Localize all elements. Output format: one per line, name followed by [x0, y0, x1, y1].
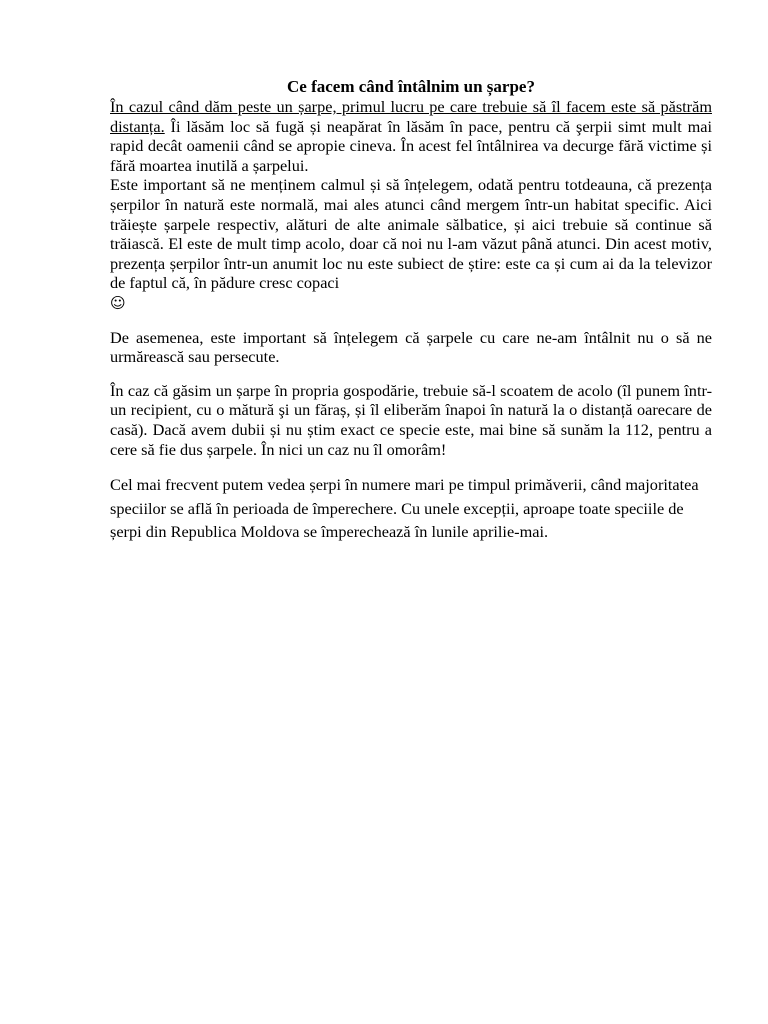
- paragraph-2-text: Este important să ne menținem calmul și să înțelegem, odată pentru totdeauna, că prezența șerpilor în natură este normală, mai ales atunci când mergem într-un habitat specific. Aici trăiește șarpele respectiv, alături de alte animale sălbatice, și aici trebuie să continue să trăiască. El este de mult timp acolo, doar că noi nu l-am văzut până atunci. Din acest motiv, prezența șerpilor într-un anumit loc nu este subiect de știre: este ca și cum ai da la televizor de faptul că, în pădure cresc copaci: [110, 175, 712, 293]
- underlined-lead-sentence: În cazul când dăm peste un șarpe, primul lucru pe care trebuie să îl facem este să păstrăm distanța.: [110, 97, 712, 136]
- paragraph-1-rest: Îi lăsăm loc să fugă și neapărat în lăsăm în pace, pentru că şerpii simt mult mai rapid decât oamenii când se apropie cineva. În acest fel întâlnirea va decurge fără victime și fără moartea inutilă a șarpelui.: [110, 116, 712, 175]
- document-page: [110, 76, 712, 544]
- paragraph-3: De asemenea, este important să înțelegem că șarpele cu care ne-am întâlnit nu o să ne urmărească sau persecute.: [110, 327, 712, 367]
- paragraph-4: În caz că găsim un șarpe în propria gospodărie, trebuie să-l scoatem de acolo (îl punem într-un recipient, cu o mătură şi un făraș, și îl eliberăm înapoi în natură la o distanță oarecare de casă). Dacă avem dubii și nu știm exact ce specie este, mai bine să sunăm la 112, pentru a cere să fie dus șarpele. În nici un caz nu îl omorâm!: [110, 380, 712, 459]
- paragraph-1: [110, 97, 712, 175]
- smiley-icon: ☺: [110, 293, 126, 312]
- document-title: Ce facem când întâlnim un șarpe?: [287, 77, 535, 96]
- paragraph-5: Cel mai frecvent putem vedea șerpi în numere mari pe timpul primăverii, când majoritatea speciilor se află în perioada de împerechere. Cu unele excepții, aproape toate speciile de șerpi din Republica Moldova se împerechează în lunile aprilie-mai.: [110, 475, 699, 542]
- paragraph-2: [110, 175, 712, 313]
